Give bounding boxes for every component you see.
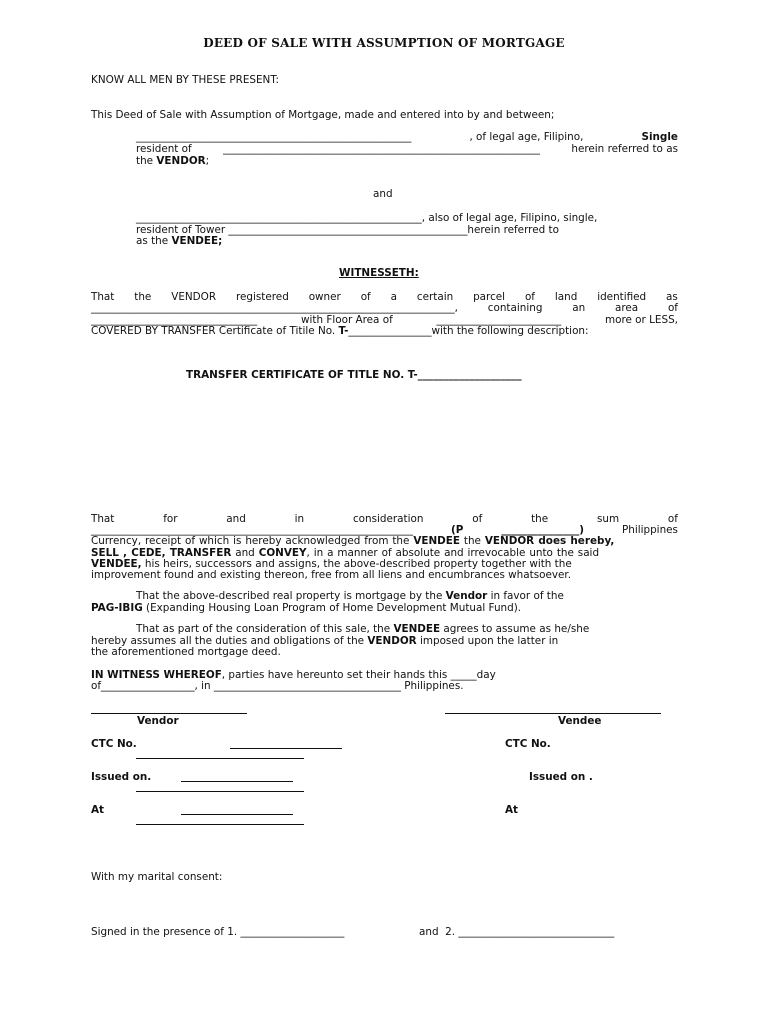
desc-w2-word: ______________________________________________________________________, bbox=[91, 302, 458, 314]
document-title: DEED OF SALE WITH ASSUMPTION OF MORTGAGE bbox=[203, 36, 565, 50]
pag-ibig-expansion: (Expanding Housing Loan Program of Home Development Mutual Fund). bbox=[142, 602, 522, 614]
assume-text: That as part of the consideration of this sale, the bbox=[136, 623, 394, 635]
tct-blank: ________________with the following description: bbox=[348, 325, 589, 337]
vendor-ctc-field-2 bbox=[136, 758, 304, 759]
and-word-2: and bbox=[231, 547, 259, 559]
desc-w3-word: ________________________________ bbox=[91, 314, 258, 326]
vendee-line-2: resident of Tower ______________________________________________herein referred to bbox=[136, 224, 559, 236]
vendee-at-label: At bbox=[505, 804, 519, 816]
vendee-line-1: _______________________________________________________, also of legal age, Filipino, single, bbox=[136, 212, 598, 224]
imposed-text: imposed upon the latter in bbox=[416, 635, 559, 647]
vendor-issued-label: Issued on. bbox=[91, 771, 152, 783]
vendor-word: VENDOR bbox=[484, 535, 535, 547]
cons-w1-word: of bbox=[472, 513, 483, 525]
vendor-at-field bbox=[181, 814, 293, 815]
mortgage-line-1 bbox=[136, 590, 564, 602]
vendee-issued-label: Issued on . bbox=[529, 771, 593, 783]
intro-paragraph: This Deed of Sale with Assumption of Mortgage, made and entered into by and between; bbox=[91, 109, 555, 121]
vendor-ctc-field bbox=[230, 748, 342, 749]
presence-witness-2: and 2. ______________________________ bbox=[419, 926, 615, 938]
agrees-text: agrees to assume as he/she bbox=[440, 623, 590, 635]
cons-w1-word: of bbox=[667, 513, 678, 525]
desc-w1-word: identified bbox=[597, 291, 647, 303]
tct-prefix: T- bbox=[338, 325, 349, 337]
tct-text: COVERED BY TRANSFER Certificate of Titile No. bbox=[91, 325, 339, 337]
vendor-semicolon: ; bbox=[205, 155, 210, 167]
desc-line-2 bbox=[91, 302, 678, 314]
cons-w1-word: That bbox=[91, 513, 115, 525]
vendor-word-3: VENDOR bbox=[367, 635, 417, 647]
vendor-status: Single bbox=[641, 131, 678, 143]
desc-w2-word: an bbox=[572, 302, 586, 314]
vendor-signature-line bbox=[91, 713, 247, 714]
desc-w1-word: parcel bbox=[473, 291, 506, 303]
desc-w1-word: a bbox=[390, 291, 397, 303]
witnesseth-heading: WITNESSETH: bbox=[339, 267, 419, 279]
absolute-text: , in a manner of absolute and irrevocable unto the said bbox=[306, 547, 600, 559]
vendor-line-2 bbox=[136, 143, 678, 155]
vendee-as-the: as the bbox=[136, 235, 172, 247]
desc-w1-word: VENDOR bbox=[171, 291, 217, 303]
does-hereby: does hereby, bbox=[534, 535, 615, 547]
amount-figure-blank: _______________) bbox=[501, 524, 585, 536]
desc-w1-word: as bbox=[666, 291, 678, 303]
vendor-at-label: At bbox=[91, 804, 105, 816]
desc-w1-word: That bbox=[91, 291, 115, 303]
assume-line-1 bbox=[136, 623, 589, 635]
vendor-resident-label: resident of bbox=[136, 143, 192, 155]
cons-w1-word: the bbox=[531, 513, 549, 525]
desc-w1-word: owner bbox=[308, 291, 341, 303]
vendor-ctc-label: CTC No. bbox=[91, 738, 137, 750]
cons-w1-word: sum bbox=[596, 513, 620, 525]
philippines-word: Philippines bbox=[621, 524, 678, 536]
assume-line-3: the aforementioned mortgage deed. bbox=[91, 646, 281, 658]
vendor-issued-field-2 bbox=[136, 791, 304, 792]
vendor-signature-label: Vendor bbox=[137, 715, 179, 727]
presence-witness-1: Signed in the presence of 1. ____________________ bbox=[91, 926, 345, 938]
the-word: the bbox=[460, 535, 485, 547]
pag-ibig: PAG-IBIG bbox=[91, 602, 143, 614]
set-hands-text: , parties have hereunto set their hands this _____day bbox=[221, 669, 496, 681]
vendor-name-blank: _____________________________________________________ bbox=[136, 131, 412, 143]
desc-w2-word: of bbox=[667, 302, 678, 314]
vendee-word-2: VENDEE, bbox=[91, 558, 142, 570]
vendee-word: VENDEE bbox=[413, 535, 460, 547]
receipt-text: Currency, receipt of which is hereby acknowledged from the bbox=[91, 535, 414, 547]
desc-w1-word: certain bbox=[416, 291, 454, 303]
peso-open: (P bbox=[451, 524, 464, 536]
and-word: and bbox=[373, 188, 393, 200]
desc-w2-word: containing bbox=[487, 302, 543, 314]
desc-w1-word: registered bbox=[235, 291, 289, 303]
tct-heading: TRANSFER CERTIFICATE OF TITLE NO. T-____________________ bbox=[186, 369, 522, 381]
in-witness-whereof: IN WITNESS WHEREOF bbox=[91, 669, 222, 681]
vendee-line-3 bbox=[136, 235, 222, 247]
cons-w1-word: and bbox=[226, 513, 246, 525]
vendor-issued-field bbox=[181, 781, 293, 782]
desc-w1-word: of bbox=[360, 291, 371, 303]
vendor-referred: herein referred to as bbox=[571, 143, 678, 155]
desc-w3-word: more or LESS, bbox=[604, 314, 678, 326]
desc-w1-word: land bbox=[554, 291, 578, 303]
desc-w1-word: of bbox=[524, 291, 535, 303]
desc-w3-word: with Floor Area of bbox=[301, 314, 393, 326]
vendee-signature-label: Vendee bbox=[558, 715, 602, 727]
consideration-line-6: improvement found and existing thereon, free from all liens and encumbrances whatsoever. bbox=[91, 569, 572, 581]
desc-w3-word: ________________________ bbox=[436, 314, 562, 326]
desc-line-4 bbox=[91, 325, 589, 337]
vendor-line-1 bbox=[136, 131, 678, 143]
mortgage-line-2 bbox=[91, 602, 521, 614]
cons-w1-word: consideration bbox=[352, 513, 424, 525]
witness-line-2: of__________________, in ____________________________________ Philippines. bbox=[91, 680, 464, 692]
in-favor-text: in favor of the bbox=[487, 590, 564, 602]
cons-w1-word: for bbox=[163, 513, 178, 525]
convey-word: CONVEY bbox=[258, 547, 307, 559]
vendor-the: the bbox=[136, 155, 157, 167]
vendee-signature-line bbox=[445, 713, 661, 714]
marital-consent: With my marital consent: bbox=[91, 871, 223, 883]
heirs-text: his heirs, successors and assigns, the above-described property together with the bbox=[141, 558, 572, 570]
vendee-label: VENDEE; bbox=[171, 235, 223, 247]
consideration-line-3 bbox=[91, 535, 614, 547]
vendor-legal-age: , of legal age, Filipino, bbox=[469, 131, 584, 143]
sell-cede-transfer: SELL , CEDE, TRANSFER bbox=[91, 547, 232, 559]
vendor-line-3 bbox=[136, 155, 209, 167]
vendee-word-3: VENDEE bbox=[393, 623, 441, 635]
vendor-residence-blank: _____________________________________________________________ bbox=[223, 143, 540, 155]
desc-w2-word: area bbox=[614, 302, 639, 314]
duties-text: hereby assumes all the duties and obligations of the bbox=[91, 635, 368, 647]
cons-w1-word: in bbox=[294, 513, 305, 525]
know-all-line: KNOW ALL MEN BY THESE PRESENT: bbox=[91, 74, 280, 86]
vendee-ctc-label: CTC No. bbox=[505, 738, 551, 750]
vendor-label: VENDOR bbox=[156, 155, 206, 167]
amount-words-blank: ______________________________________________________________ bbox=[91, 524, 414, 536]
desc-w1-word: the bbox=[134, 291, 152, 303]
vendor-word-2: Vendor bbox=[445, 590, 488, 602]
mortgage-text: That the above-described real property is mortgage by the bbox=[136, 590, 446, 602]
vendor-at-field-2 bbox=[136, 824, 304, 825]
